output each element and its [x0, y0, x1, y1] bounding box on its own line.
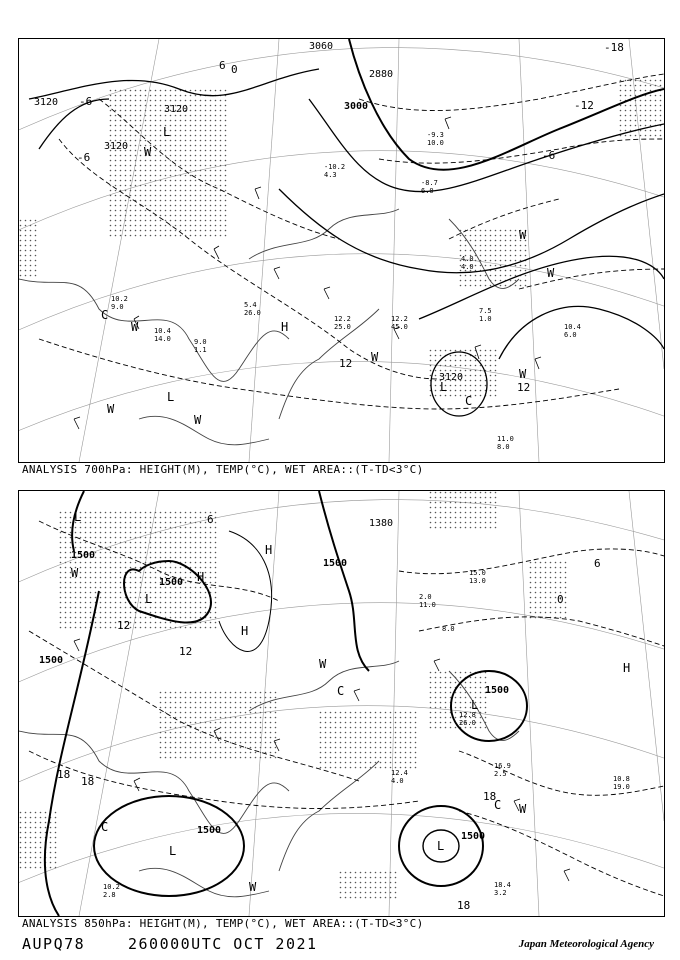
station-value: 12.2	[334, 315, 351, 323]
station-value: 7.5	[479, 307, 492, 315]
cold-center-marker: C	[101, 820, 109, 834]
chart-panel-700hpa	[18, 38, 665, 463]
station-value: 8.0	[497, 443, 510, 451]
low-center-marker: L	[440, 380, 448, 394]
high-center-marker: H	[197, 570, 205, 584]
wet-areas	[19, 79, 664, 399]
low-center-marker: L	[167, 390, 175, 404]
high-center-marker: H	[623, 661, 631, 675]
map-850hpa	[19, 491, 664, 916]
warm-center-marker: W	[107, 402, 115, 416]
station-value: 12.4	[391, 769, 408, 777]
panel-caption-700hpa: ANALYSIS 700hPa: HEIGHT(M), TEMP(°C), WET AREA::(T-TD<3°C)	[22, 463, 424, 476]
warm-center-marker: W	[194, 413, 202, 427]
temp-label: -6	[542, 149, 556, 162]
height-label: 3000	[344, 101, 369, 112]
station-value: 13.0	[469, 577, 486, 585]
temp-label: 18	[81, 775, 95, 788]
height-label: 3120	[164, 104, 189, 115]
station-value: 3.2	[494, 889, 507, 897]
low-center-marker: L	[74, 510, 82, 524]
height-label: 1380	[369, 518, 394, 529]
temp-label: -6	[79, 95, 93, 108]
warm-center-marker: W	[547, 266, 555, 280]
temp-label: 18	[483, 790, 497, 803]
warm-center-marker: W	[249, 880, 257, 894]
temp-label: 0	[557, 593, 564, 606]
warm-center-marker: W	[131, 320, 139, 334]
station-value: 2.0	[419, 593, 432, 601]
high-center-marker: H	[281, 320, 289, 334]
temp-label: 6	[207, 513, 214, 526]
temp-label: 18	[57, 768, 71, 781]
bulletin-code: AUPQ78	[22, 935, 86, 953]
station-value: 15.0	[469, 569, 486, 577]
cold-center-marker: C	[465, 394, 473, 408]
station-value: 4.0	[461, 263, 474, 271]
cold-center-marker: C	[494, 798, 502, 812]
station-value: 5.4	[244, 301, 257, 309]
panel-caption-850hpa: ANALYSIS 850hPa: HEIGHT(M), TEMP(°C), WET AREA::(T-TD<3°C)	[22, 917, 424, 930]
warm-center-marker: W	[371, 350, 379, 364]
low-center-marker: L	[163, 125, 171, 139]
low-center-marker: L	[145, 592, 153, 606]
station-value: 16.9	[494, 762, 511, 770]
temp-label: 6	[594, 557, 601, 570]
height-label: 1500	[323, 558, 348, 569]
station-value: 12.8	[459, 711, 476, 719]
chart-panel-850hpa	[18, 490, 665, 917]
temp-label: -6	[77, 151, 91, 164]
station-value: 9.0	[111, 303, 124, 311]
cold-center-marker: C	[101, 308, 109, 322]
station-value: 10.8	[613, 775, 630, 783]
station-value: 10.0	[427, 139, 444, 147]
analysis-time: 260000UTC OCT 2021	[128, 935, 318, 953]
station-value: 6.0	[564, 331, 577, 339]
height-label: 1500	[485, 685, 510, 696]
temp-label: 12	[339, 357, 353, 370]
station-value: 10.4	[154, 327, 171, 335]
station-value: 14.0	[154, 335, 171, 343]
temp-label: 18	[457, 899, 471, 912]
warm-center-marker: W	[519, 367, 527, 381]
height-label: 3120	[104, 141, 129, 152]
station-value: 19.0	[613, 783, 630, 791]
station-value: 2.8	[103, 891, 116, 899]
cold-center-marker: C	[337, 684, 345, 698]
temp-label: -18	[604, 41, 624, 54]
station-value: 6.0	[421, 187, 434, 195]
height-label: 1500	[197, 825, 222, 836]
low-center-marker: L	[169, 844, 177, 858]
warm-center-marker: W	[319, 657, 327, 671]
high-center-marker: H	[265, 543, 273, 557]
warm-center-marker: W	[519, 228, 527, 242]
height-label: 3120	[34, 97, 59, 108]
station-value: 26.0	[459, 719, 476, 727]
station-value: 4.0	[461, 255, 474, 263]
temp-label: 0	[231, 63, 238, 76]
temp-label: -12	[574, 99, 594, 112]
high-center-marker: H	[241, 624, 249, 638]
agency-name: Japan Meteorological Agency	[518, 938, 654, 950]
station-value: 25.0	[334, 323, 351, 331]
low-center-marker: L	[471, 698, 479, 712]
height-label: 1500	[159, 577, 184, 588]
station-value: 8.0	[442, 625, 455, 633]
temp-label: 6	[219, 59, 226, 72]
height-label: 1500	[461, 831, 486, 842]
station-value: 11.0	[419, 601, 436, 609]
station-value: 2.5	[494, 770, 507, 778]
low-center-marker: L	[437, 839, 445, 853]
station-value: 10.4	[564, 323, 581, 331]
station-value: 1.0	[479, 315, 492, 323]
station-value: -8.7	[421, 179, 438, 187]
temp-label: 12	[179, 645, 193, 658]
height-label: 3120	[439, 372, 464, 383]
station-value: 10.2	[111, 295, 128, 303]
temp-label: 12	[117, 619, 131, 632]
station-value: -10.2	[324, 163, 346, 171]
station-value: 9.0	[194, 338, 207, 346]
station-value: 26.0	[244, 309, 261, 317]
station-value: 1.1	[194, 346, 207, 354]
map-700hpa	[19, 39, 664, 462]
height-label: 3060	[309, 41, 334, 52]
station-value: 4.3	[324, 171, 337, 179]
station-value: -9.3	[427, 131, 444, 139]
station-value: 10.2	[103, 883, 120, 891]
station-value: 18.4	[494, 881, 511, 889]
station-value: 45.0	[391, 323, 408, 331]
station-value: 4.0	[391, 777, 404, 785]
station-value: 11.0	[497, 435, 514, 443]
temp-label: 12	[517, 381, 531, 394]
height-label: 1500	[71, 550, 96, 561]
height-label: 1500	[39, 655, 64, 666]
warm-center-marker: W	[71, 566, 79, 580]
height-label: 2880	[369, 69, 394, 80]
warm-center-marker: W	[519, 802, 527, 816]
warm-center-marker: W	[144, 145, 152, 159]
station-value: 12.2	[391, 315, 408, 323]
